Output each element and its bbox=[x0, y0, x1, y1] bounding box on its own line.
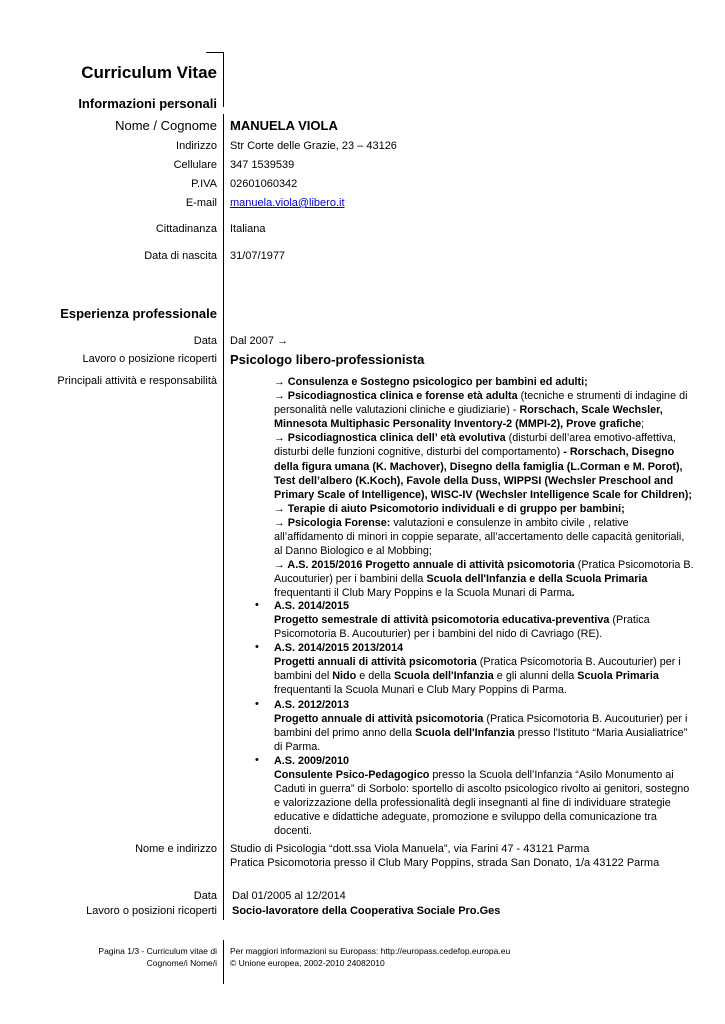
job2-label: Lavoro o posizioni ricoperti bbox=[86, 905, 217, 917]
activity-consulting: → Consulenza e Sostegno psicologico per bambini ed adulti; bbox=[274, 376, 588, 388]
name-label: Nome / Cognome bbox=[115, 118, 217, 133]
address-value: Str Corte delle Grazie, 23 – 43126 bbox=[230, 140, 397, 152]
piva-value: 02601060342 bbox=[230, 178, 298, 190]
employer-address-line2: Pratica Psicomotoria presso il Club Mary Poppins, strada San Donato, 1/a 43122 Parma bbox=[230, 857, 660, 869]
activity-forensic: → Psicologia Forense: valutazioni e consulenze in ambito civile , relative all’affidamento di minori in coppie separate, all’accertamento delle capacità genitoriali, al Danno Biologico e al Mobbing; bbox=[274, 516, 685, 558]
footer-vertical-rule bbox=[223, 940, 224, 984]
main-vertical-rule bbox=[223, 114, 224, 920]
activities-label: Principali attività e responsabilità bbox=[57, 375, 217, 387]
cell-value: 347 1539539 bbox=[230, 159, 295, 171]
date-label: Data bbox=[193, 335, 217, 347]
header-top-rule bbox=[206, 52, 224, 53]
bullet-marker: • bbox=[255, 754, 259, 766]
activity-psychomotor: → Terapie di aiuto Psicomotorio individuali e di gruppo per bambini; bbox=[274, 502, 625, 515]
activities-intro bbox=[274, 375, 694, 601]
date2-label: Data bbox=[193, 890, 217, 902]
cell-label: Cellulare bbox=[173, 159, 217, 171]
list-item: A.S. 2009/2010 Consulente Psico-Pedagogico presso la Scuola dell’Infanzia “Asilo Monumento ai Caduti in guerra” di Sorbolo: sportello di ascolto psicologico rivolto ai genitori, sostegno e valorizzazione della professionalità degli insegnanti al fine di individuare strategie educative e didattiche adeguate, promozione e sviluppo della comunicazione tra docenti. bbox=[274, 755, 690, 838]
citizenship-label: Cittadinanza bbox=[155, 223, 217, 235]
footer-europass-info: Per maggiori informazioni su Europass: http://europass.cedefop.europa.eu © Unione europea, 2002-2010 24082010 bbox=[230, 946, 511, 968]
header-vertical-rule bbox=[223, 52, 224, 107]
job-value: Psicologo libero-professionista bbox=[230, 352, 425, 367]
birth-value: 31/07/1977 bbox=[230, 250, 286, 262]
date2-value: Dal 01/2005 al 12/2014 bbox=[232, 890, 346, 902]
job2-value: Socio-lavoratore della Cooperativa Sociale Pro.Ges bbox=[232, 905, 501, 917]
piva-label: P.IVA bbox=[191, 178, 217, 190]
list-item: A.S. 2014/2015 Progetto semestrale di attività psicomotoria educativa-preventiva (Pratica Psicomotoria B. Aucouturier) per i bambini del nido di Cavriago (RE). bbox=[274, 600, 650, 641]
bullet-marker: • bbox=[255, 698, 259, 710]
bullet-marker: • bbox=[255, 599, 259, 611]
name-value: MANUELA VIOLA bbox=[230, 118, 338, 133]
employer-address-line1: Studio di Psicologia “dott.ssa Viola Manuela”, via Farini 47 - 43121 Parma bbox=[230, 843, 590, 855]
bullet-marker: • bbox=[255, 641, 259, 653]
section-personal-info: Informazioni personali bbox=[78, 96, 217, 111]
employer-address-label: Nome e indirizzo bbox=[135, 843, 217, 855]
list-item: A.S. 2012/2013 Progetto annuale di attività psicomotoria (Pratica Psicomotoria B. Aucouturier) per i bambini del primo anno della Scuola dell'Infanzia presso l'Istituto “Maria Ausialiatrice” di Parma. bbox=[274, 699, 688, 754]
activity-developmental: → Psicodiagnostica clinica dell’ età evolutiva (disturbi dell’area emotivo-affettiva, disturbi delle funzioni cognitive, disturbi del comportamento) - Rorschach, Disegno della figura umana (K. Machover), Disegno della famiglia (L.Corman e M. Porot), Test dell’albero (K.Koch), Favole della Duss, WIPPSI (Wechsler Preschool and Primary Scale of Intelligence), WISC-IV (Wechsler Intelligence Scale for Children); bbox=[274, 432, 692, 501]
address-label: Indirizzo bbox=[176, 140, 217, 152]
date-value: Dal 2007 → bbox=[230, 335, 289, 347]
cv-title: Curriculum Vitae bbox=[81, 63, 217, 82]
birth-label: Data di nascita bbox=[144, 250, 217, 262]
footer-page-info: Pagina 1/3 - Curriculum vitae di Cognome/i Nome/i bbox=[98, 946, 217, 968]
activity-forensic-adult: → Psicodiagnostica clinica e forense età adulta (tecniche e strumenti di indagine di personalità nelle valutazioni cliniche e giudiziarie) - Rorschach, Scale Wechsler, Minnesota Multiphasic Personality Inventory-2 (MMPI-2), Prove grafiche; bbox=[274, 390, 688, 431]
email-label: E-mail bbox=[185, 197, 217, 209]
email-link[interactable]: manuela.viola@libero.it bbox=[230, 197, 345, 209]
list-item: A.S. 2014/2015 2013/2014 Progetti annuali di attività psicomotoria (Pratica Psicomotoria B. Aucouturier) per i bambini del Nido e della Scuola dell'Infanzia e gli alunni della Scuola Primaria frequentanti la Scuola Munari e Club Mary Poppins di Parma. bbox=[274, 642, 681, 697]
activity-project-2015: → A.S. 2015/2016 Progetto annuale di attività psicomotoria (Pratica Psicomotoria B. Aucouturier) per i bambini della Scuola dell'Infanzia e della Scuola Primaria frequentanti il Club Mary Poppins e la Scuola Munari di Parma. bbox=[274, 559, 694, 600]
citizenship-value: Italiana bbox=[230, 223, 266, 235]
job-label: Lavoro o posizione ricoperti bbox=[82, 353, 217, 365]
section-experience: Esperienza professionale bbox=[60, 306, 217, 321]
